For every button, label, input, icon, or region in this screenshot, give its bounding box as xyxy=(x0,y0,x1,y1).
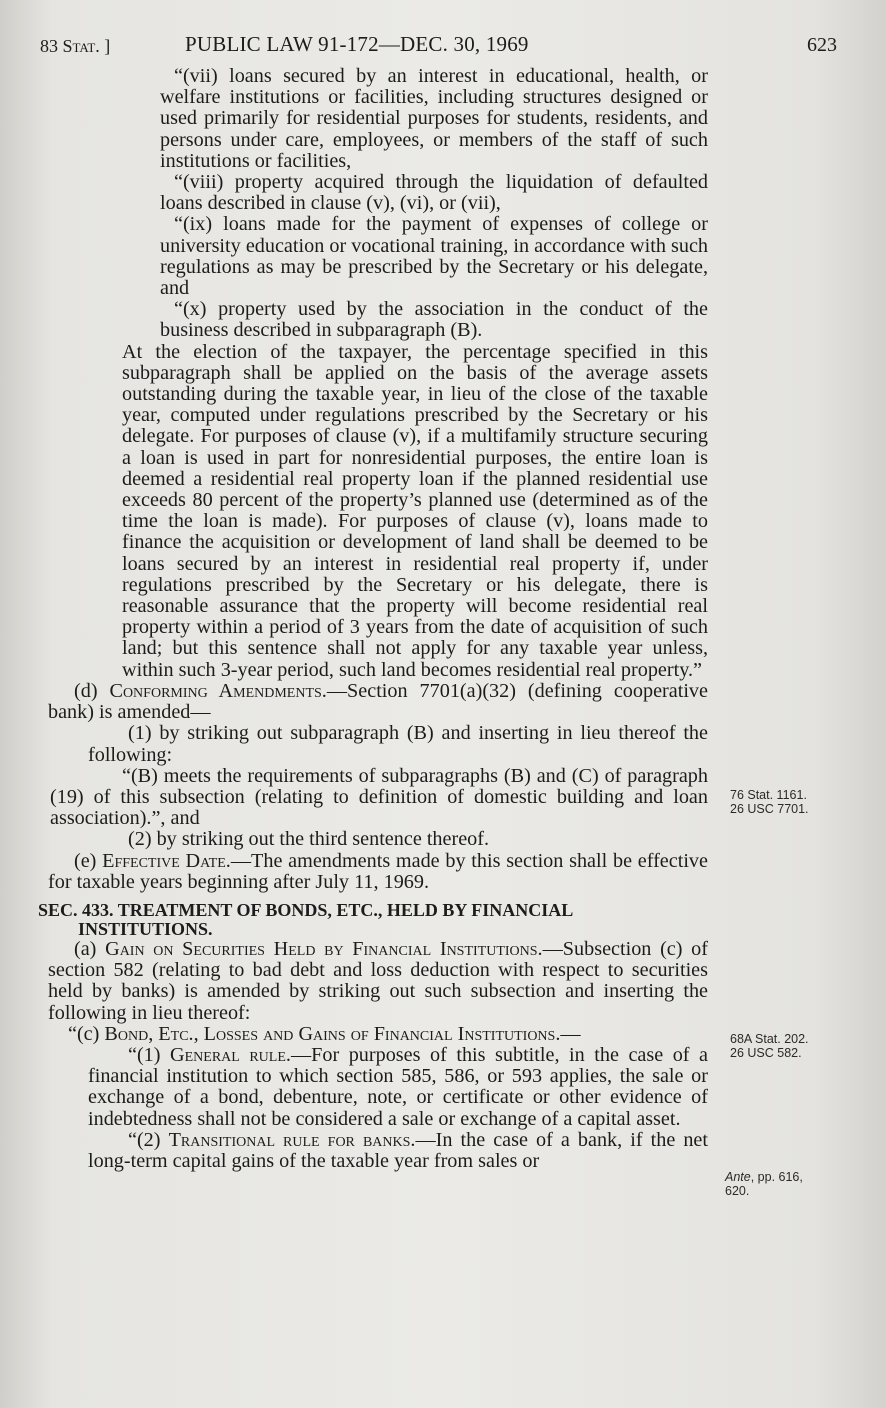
subsection-a-prefix: (a) xyxy=(74,937,106,960)
amendment-quote-b: “(B) meets the requirements of subparagraphs (B) and (C) of paragraph (19) of this subsection (relating to definition of domestic building and loan association).”, and xyxy=(50,764,708,830)
paragraph-1 xyxy=(38,1045,708,1130)
subsection-e xyxy=(38,851,708,893)
subsection-e-prefix: (e) xyxy=(74,849,103,872)
paragraph-2 xyxy=(38,1130,708,1172)
amendment-2: (2) by striking out the third sentence thereof. xyxy=(128,828,490,851)
subsection-c-heading: Bond, Etc., Losses and Gains of Financial Institutions. xyxy=(104,1022,561,1045)
subsection-c-prefix: “(c) xyxy=(68,1022,105,1045)
subsection-d-heading: Conforming Amendments. xyxy=(109,679,327,702)
paragraph-2-heading: Transitional rule for banks. xyxy=(168,1128,416,1151)
subsection-c-text: — xyxy=(560,1022,581,1045)
clause-ix: “(ix) loans made for the payment of expenses of college or university education or vocational training, in accordance with such regulations as may be prescribed by the Secretary or his delegate, and xyxy=(160,213,708,300)
paragraph-2-text: —In the case of a bank, if the net long-term capital gains of the taxable year from sales or xyxy=(88,1128,709,1172)
body-text xyxy=(38,66,708,1172)
clause-x: “(x) property used by the association in the conduct of the business described in subparagraph (B). xyxy=(160,298,708,342)
subsection-a-text: —Subsection (c) of section 582 (relating to bad debt and loss deduction with respect to securities held by banks) is amended by striking out such subsection and inserting the following in lieu thereof: xyxy=(48,937,708,1024)
amendment-1: (1) by striking out subparagraph (B) and inserting in lieu thereof the following: xyxy=(88,722,708,766)
margin-note-ante-rest: , pp. 616, 620. xyxy=(725,1170,803,1198)
clause-viii: “(viii) property acquired through the liquidation of defaulted loans described in clause (v), (vi), or (vii), xyxy=(160,171,708,215)
subsection-d-prefix: (d) xyxy=(74,679,110,702)
page-number: 623 xyxy=(807,34,837,56)
margin-note-ante xyxy=(725,1170,803,1198)
subsection-c xyxy=(38,1024,708,1045)
section-heading: SEC. 433. TREATMENT OF BONDS, ETC., HELD BY FINANCIAL INSTITUTIONS. xyxy=(38,899,573,939)
subsection-a-heading: Gain on Securities Held by Financial Institutions. xyxy=(105,937,543,960)
paragraph-1-text: —For purposes of this subtitle, in the case of a financial institution to which section 585, 586, or 593 applies, the sale or exchange of a bond, debenture, note, or certificate or other evidence of indebtedness shall not be considered a sale or exchange of a capital asset. xyxy=(88,1043,708,1130)
paragraph-1-prefix: “(1) xyxy=(128,1043,171,1066)
subsection-e-heading: Effective Date. xyxy=(102,849,231,872)
page-title: PUBLIC LAW 91-172—DEC. 30, 1969 xyxy=(185,32,529,56)
paragraph-2-prefix: “(2) xyxy=(128,1128,169,1151)
margin-note-582: 68A Stat. 202. 26 USC 582. xyxy=(730,1032,809,1060)
paragraph-1-heading: General rule. xyxy=(170,1043,291,1066)
margin-note-7701: 76 Stat. 1161. 26 USC 7701. xyxy=(730,788,809,816)
margin-note-ante-italic: Ante xyxy=(725,1170,751,1184)
statute-reference: 83 Stat. ] xyxy=(40,36,111,56)
subsection-d xyxy=(38,681,708,723)
subsection-e-text: —The amendments made by this section shall be effective for taxable years beginning after July 11, 1969. xyxy=(48,849,708,893)
subsection-d-text: —Section 7701(a)(32) (defining cooperative bank) is amended— xyxy=(48,679,708,724)
page-header xyxy=(0,30,885,60)
clause-vii: “(vii) loans secured by an interest in educational, health, or welfare institutions or facilities, including structures designed or used primarily for residential purposes for students, residents, and persons under care, employees, or members of the staff of such institutions or facilities, xyxy=(160,65,708,172)
election-paragraph: At the election of the taxpayer, the percentage specified in this subparagraph shall be applied on the basis of the average assets outstanding during the taxable year, in lieu of the close of the taxable year, computed under regulations prescribed by the Secretary or his delegate. For purposes of clause (v), if a multifamily structure securing a loan is used in part for nonresidential purposes, the entire loan is deemed a residential real property loan if the planned residential use exceeds 80 percent of the property’s planned use (determined as of the time the loan is made). For purposes of clause (v), loans made to finance the acquisition or development of land shall be deemed to be loans secured by an interest in residential real property if, under regulations prescribed by the Secretary or his delegate, there is reasonable assurance that the property will become residential real property within a period of 3 years from the date of acquisition of such land; but this sentence shall not apply for any taxable year unless, within such 3-year period, such land becomes residential real property.” xyxy=(122,340,708,681)
subsection-a xyxy=(38,939,708,1024)
